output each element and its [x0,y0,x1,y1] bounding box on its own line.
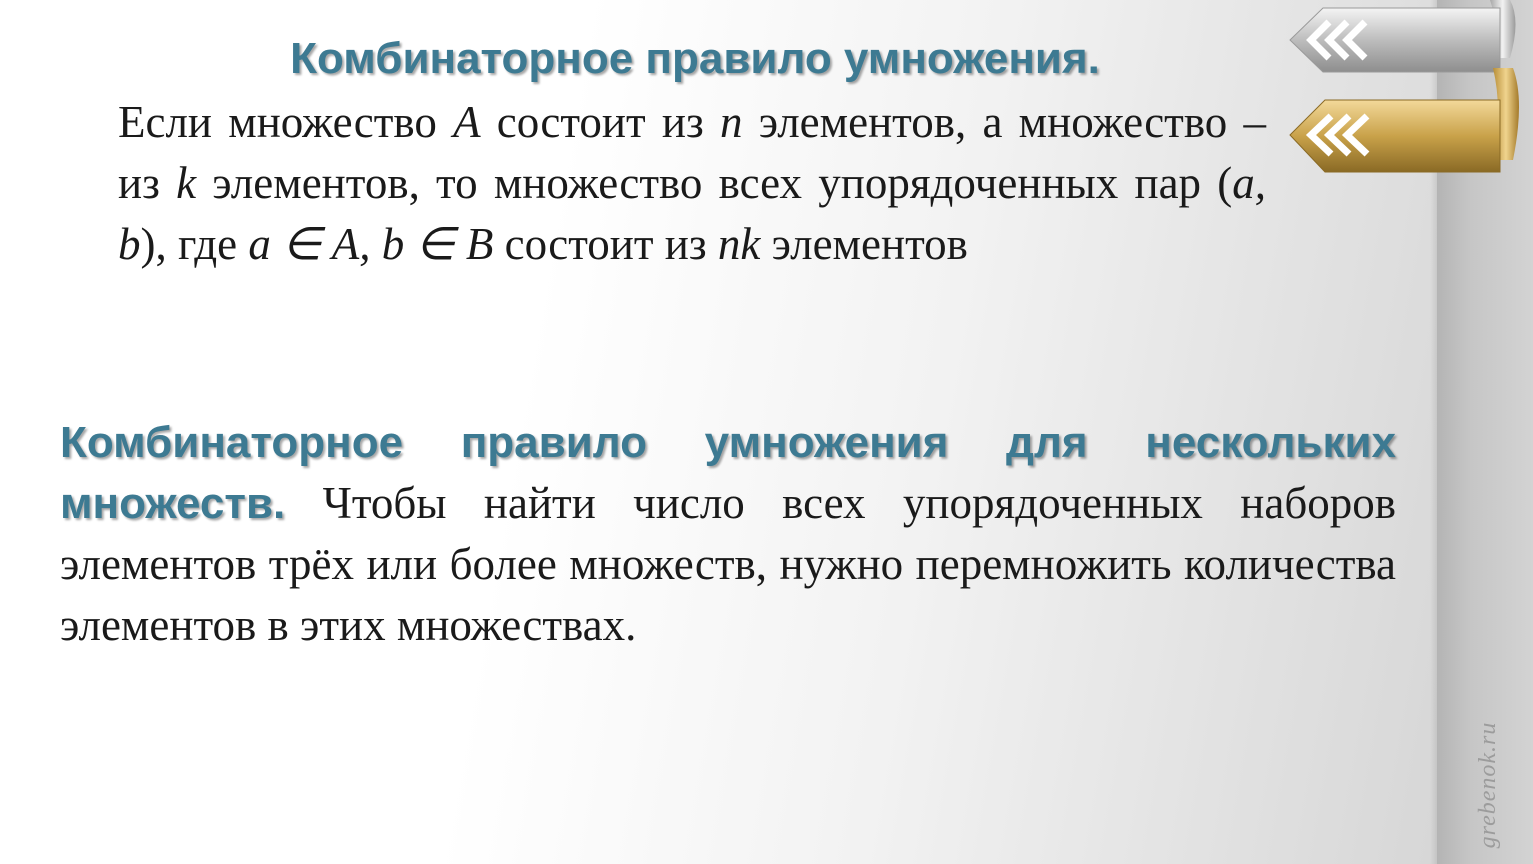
slide-title: Комбинаторное правило умножения. [290,34,1100,83]
multi-set-rule-text: Чтобы найти число всех упорядоченных наборов элементов трёх или более множеств, нужно перемножить количества элементов в этих множествах. [60,478,1396,650]
rule-paragraph: Если множество A состоит из n элементов, а множество – из k элементов, то множество всех упорядоченных пар (a, b), где a ∈ A, b ∈ B состоит из nk элементов [118,97,1266,269]
watermark: grebenok.ru [1475,721,1501,849]
multi-set-rule-heading: Комбинаторное правило умножения для нескольких множеств. [60,418,1396,528]
navigation-ribbons [1285,0,1525,180]
multi-set-rule-paragraph [60,412,1396,656]
